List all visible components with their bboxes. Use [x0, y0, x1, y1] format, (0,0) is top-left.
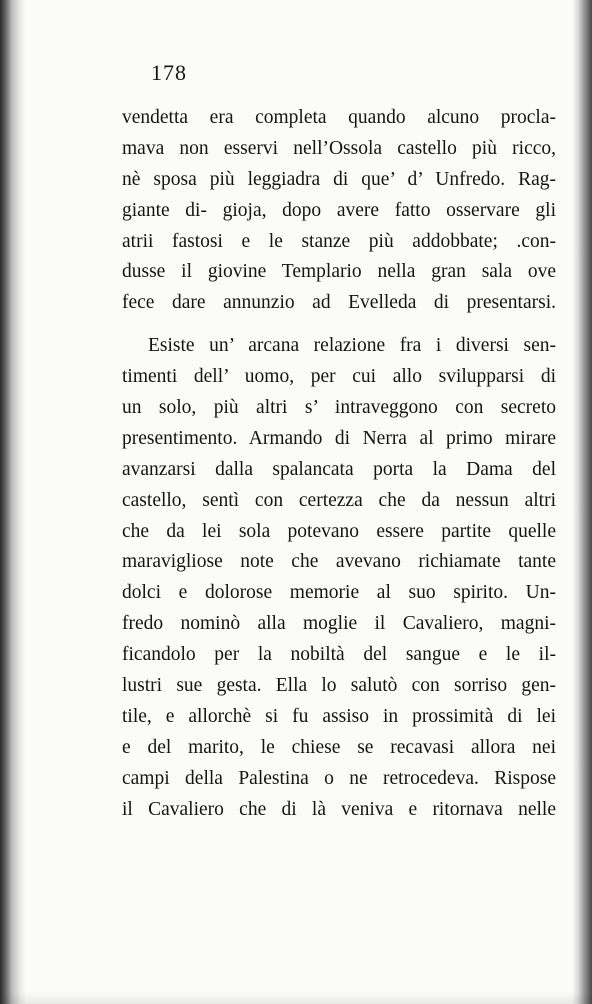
text-line: avanzarsi dalla spalancata porta la Dama del: [122, 458, 556, 480]
page-bottom-shadow: [0, 992, 592, 1004]
text-line: timenti dell’ uomo, per cui allo svilupparsi di: [122, 366, 556, 388]
text-line: dusse il giovine Templario nella gran sala ove: [122, 261, 556, 283]
text-line: nè sposa più leggiadra di que’ d’ Unfredo. Rag-: [122, 168, 556, 190]
text-line: che da lei sola potevano essere partite quelle: [122, 520, 556, 542]
text-line: maravigliose note che avevano richiamate tante: [122, 551, 556, 573]
text-line: dolci e dolorose memorie al suo spirito. Un-: [122, 582, 556, 604]
text-line: atrii fastosi e le stanze più addobbate; .con-: [122, 230, 556, 252]
text-line: presentimento. Armando di Nerra al primo mirare: [122, 427, 556, 449]
paragraph-1: [122, 103, 556, 319]
page-edge-shadow: [572, 0, 592, 1004]
text-line: castello, sentì con certezza che da nessun altri: [122, 489, 556, 511]
text-line: lustri sue gesta. Ella lo salutò con sorriso gen-: [122, 675, 556, 697]
text-line: e del marito, le chiese se recavasi allora nei: [122, 736, 556, 758]
text-line: fredo nominò alla moglie il Cavaliero, magni-: [122, 613, 556, 635]
text-line: Esiste un’ arcana relazione fra i diversi sen-: [148, 335, 556, 357]
text-line: vendetta era completa quando alcuno procla-: [122, 107, 556, 128]
paragraph-2: [122, 331, 556, 825]
body-text: [122, 103, 556, 825]
text-line: campi della Palestina o ne retrocedeva. Rispose: [122, 767, 556, 789]
text-line: ficandolo per la nobiltà del sangue e le il-: [122, 644, 556, 666]
text-line: un solo, più altri s’ intraveggono con secreto: [122, 397, 556, 419]
paragraph-spacer: [122, 319, 556, 331]
text-line: giante di- gioja, dopo avere fatto osservare gli: [122, 199, 556, 221]
page-gutter-shadow: [0, 0, 26, 1004]
text-line: il Cavaliero che di là veniva e ritornava nelle: [122, 798, 556, 820]
text-line: fece dare annunzio ad Evelleda di presentarsi.: [122, 292, 556, 314]
text-line: tile, e allorchè si fu assiso in prossimità di lei: [122, 705, 556, 727]
text-line: mava non esservi nell’Ossola castello più ricco,: [122, 137, 556, 159]
page-number: 178: [151, 60, 187, 85]
